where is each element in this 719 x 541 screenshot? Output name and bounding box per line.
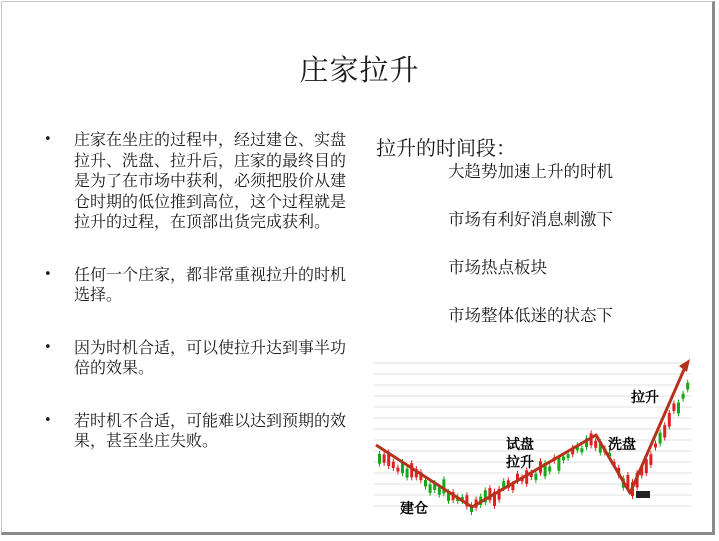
candle-body xyxy=(548,466,551,471)
bullet-dot-icon: • xyxy=(44,132,52,147)
candlestick-figure xyxy=(374,357,692,519)
timing-list xyxy=(448,160,613,352)
candle-body xyxy=(686,383,689,390)
bullet-text: 任何一个庄家，都非常重视拉升的时机选择。 xyxy=(74,264,347,304)
bullet-text: 庄家在坐庄的过程中，经过建仓、实盘拉升、洗盘、拉升后，庄家的最终目的是为了在市场中获利，必须把股价从建仓时期的低位推到高位，这个过程就是拉升的过程，在顶部出货完成获利。 xyxy=(74,130,347,231)
timing-item: 大趋势加速上升的时机 xyxy=(448,162,613,181)
candle-body xyxy=(649,454,652,465)
candle-body xyxy=(663,425,666,437)
bullet-item xyxy=(44,338,349,379)
candle-body xyxy=(677,403,680,414)
label-trial-rise: 拉升 xyxy=(506,455,534,471)
candle-body xyxy=(429,484,432,492)
candle-body xyxy=(668,413,671,427)
candle-body xyxy=(406,469,409,478)
bullet-dot-icon: • xyxy=(44,266,52,282)
bullet-dot-icon: • xyxy=(44,339,52,355)
label-rise: 拉升 xyxy=(631,390,659,406)
candle-body xyxy=(383,454,386,462)
bullet-item xyxy=(44,130,349,233)
candle-body xyxy=(534,474,537,480)
bullet-list xyxy=(44,130,349,452)
candle-body xyxy=(562,457,565,461)
candle-body xyxy=(682,394,685,399)
candle-body xyxy=(567,454,570,458)
timing-item: 市场整体低迷的状态下 xyxy=(448,306,613,325)
label-trial: 试盘 xyxy=(506,437,534,453)
label-wash: 洗盘 xyxy=(608,437,636,453)
candle-body xyxy=(580,448,583,452)
trend-arrow-line xyxy=(376,365,686,507)
candle-body xyxy=(438,487,441,494)
candle-body xyxy=(396,468,399,472)
candle-body xyxy=(424,480,427,486)
candle-body xyxy=(654,444,657,448)
timing-item: 市场有利好消息刺激下 xyxy=(448,210,613,229)
bullet-text: 若时机不合适，可能难以达到预期的效果，甚至坐庄失败。 xyxy=(74,410,347,450)
right-heading: 拉升的时间段： xyxy=(376,136,516,160)
candle-body xyxy=(378,454,381,464)
candle-body xyxy=(672,403,675,410)
grid-lines xyxy=(374,363,692,506)
slide-title: 庄家拉升 xyxy=(299,53,420,87)
bullet-item xyxy=(44,411,349,452)
candlestick-svg xyxy=(374,357,692,519)
arrow-head-icon xyxy=(679,359,690,372)
bullet-item xyxy=(44,265,349,306)
small-tag xyxy=(636,491,650,498)
bullet-dot-icon: • xyxy=(44,412,52,428)
candle-body xyxy=(557,458,560,471)
candle-body xyxy=(659,433,662,444)
candle-body xyxy=(594,441,597,448)
bullet-text: 因为时机合适，可以使拉升达到事半功倍的效果。 xyxy=(74,337,347,377)
candle-body xyxy=(392,462,395,468)
timing-item: 市场热点板块 xyxy=(448,258,547,277)
label-build: 建仓 xyxy=(400,501,428,517)
